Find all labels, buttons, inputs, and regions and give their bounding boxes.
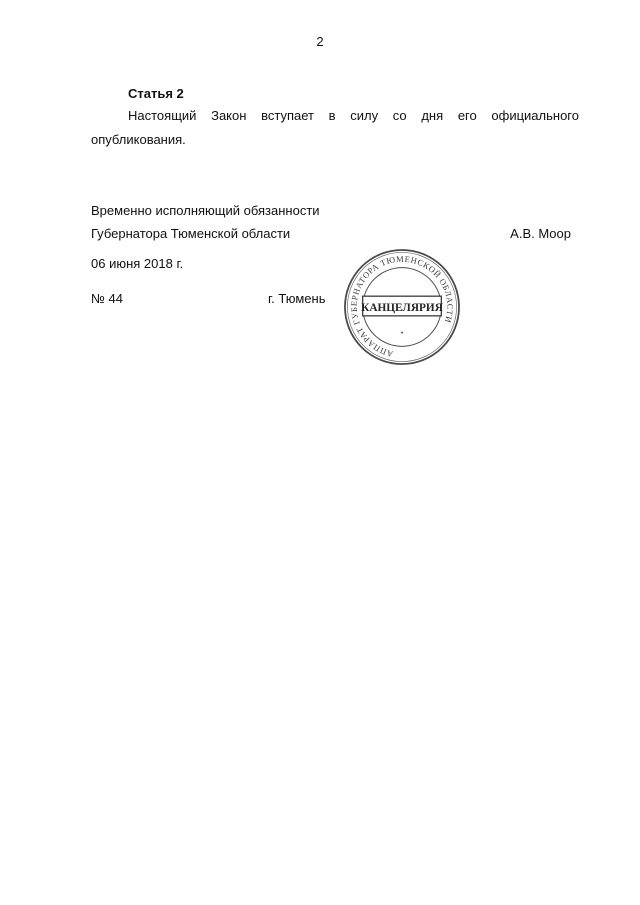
- seal-ring-text: АППАРАТ ГУБЕРНАТОРА ТЮМЕНСКОЙ ОБЛАСТИ: [348, 253, 456, 360]
- sign-date: 06 июня 2018 г.: [91, 256, 184, 271]
- seal-star-icon: ✦: [399, 330, 405, 337]
- paragraph-word: со: [392, 108, 407, 123]
- article-heading: Статья 2: [128, 86, 184, 101]
- paragraph-word: силу: [350, 108, 379, 123]
- seal-center-text: КАНЦЕЛЯРИЯ: [361, 301, 443, 314]
- page-number: 2: [316, 34, 324, 49]
- paragraph-word: в: [328, 108, 336, 123]
- signer-name: А.В. Моор: [510, 226, 571, 241]
- signer-title-line-2: Губернатора Тюменской области: [91, 226, 291, 241]
- paragraph-word: его: [457, 108, 477, 123]
- paragraph-line-1: [128, 108, 579, 123]
- paragraph-word: Закон: [211, 108, 247, 123]
- document-number: № 44: [91, 291, 124, 306]
- office-seal-stamp: [343, 248, 461, 366]
- signer-title-line-1: Временно исполняющий обязанности: [91, 203, 320, 218]
- paragraph-line-2: опубликования.: [91, 132, 186, 147]
- paragraph-word: официального: [491, 108, 579, 123]
- paragraph-word: вступает: [261, 108, 314, 123]
- document-city: г. Тюмень: [268, 291, 326, 306]
- paragraph-word: дня: [421, 108, 444, 123]
- paragraph-word: Настоящий: [128, 108, 197, 123]
